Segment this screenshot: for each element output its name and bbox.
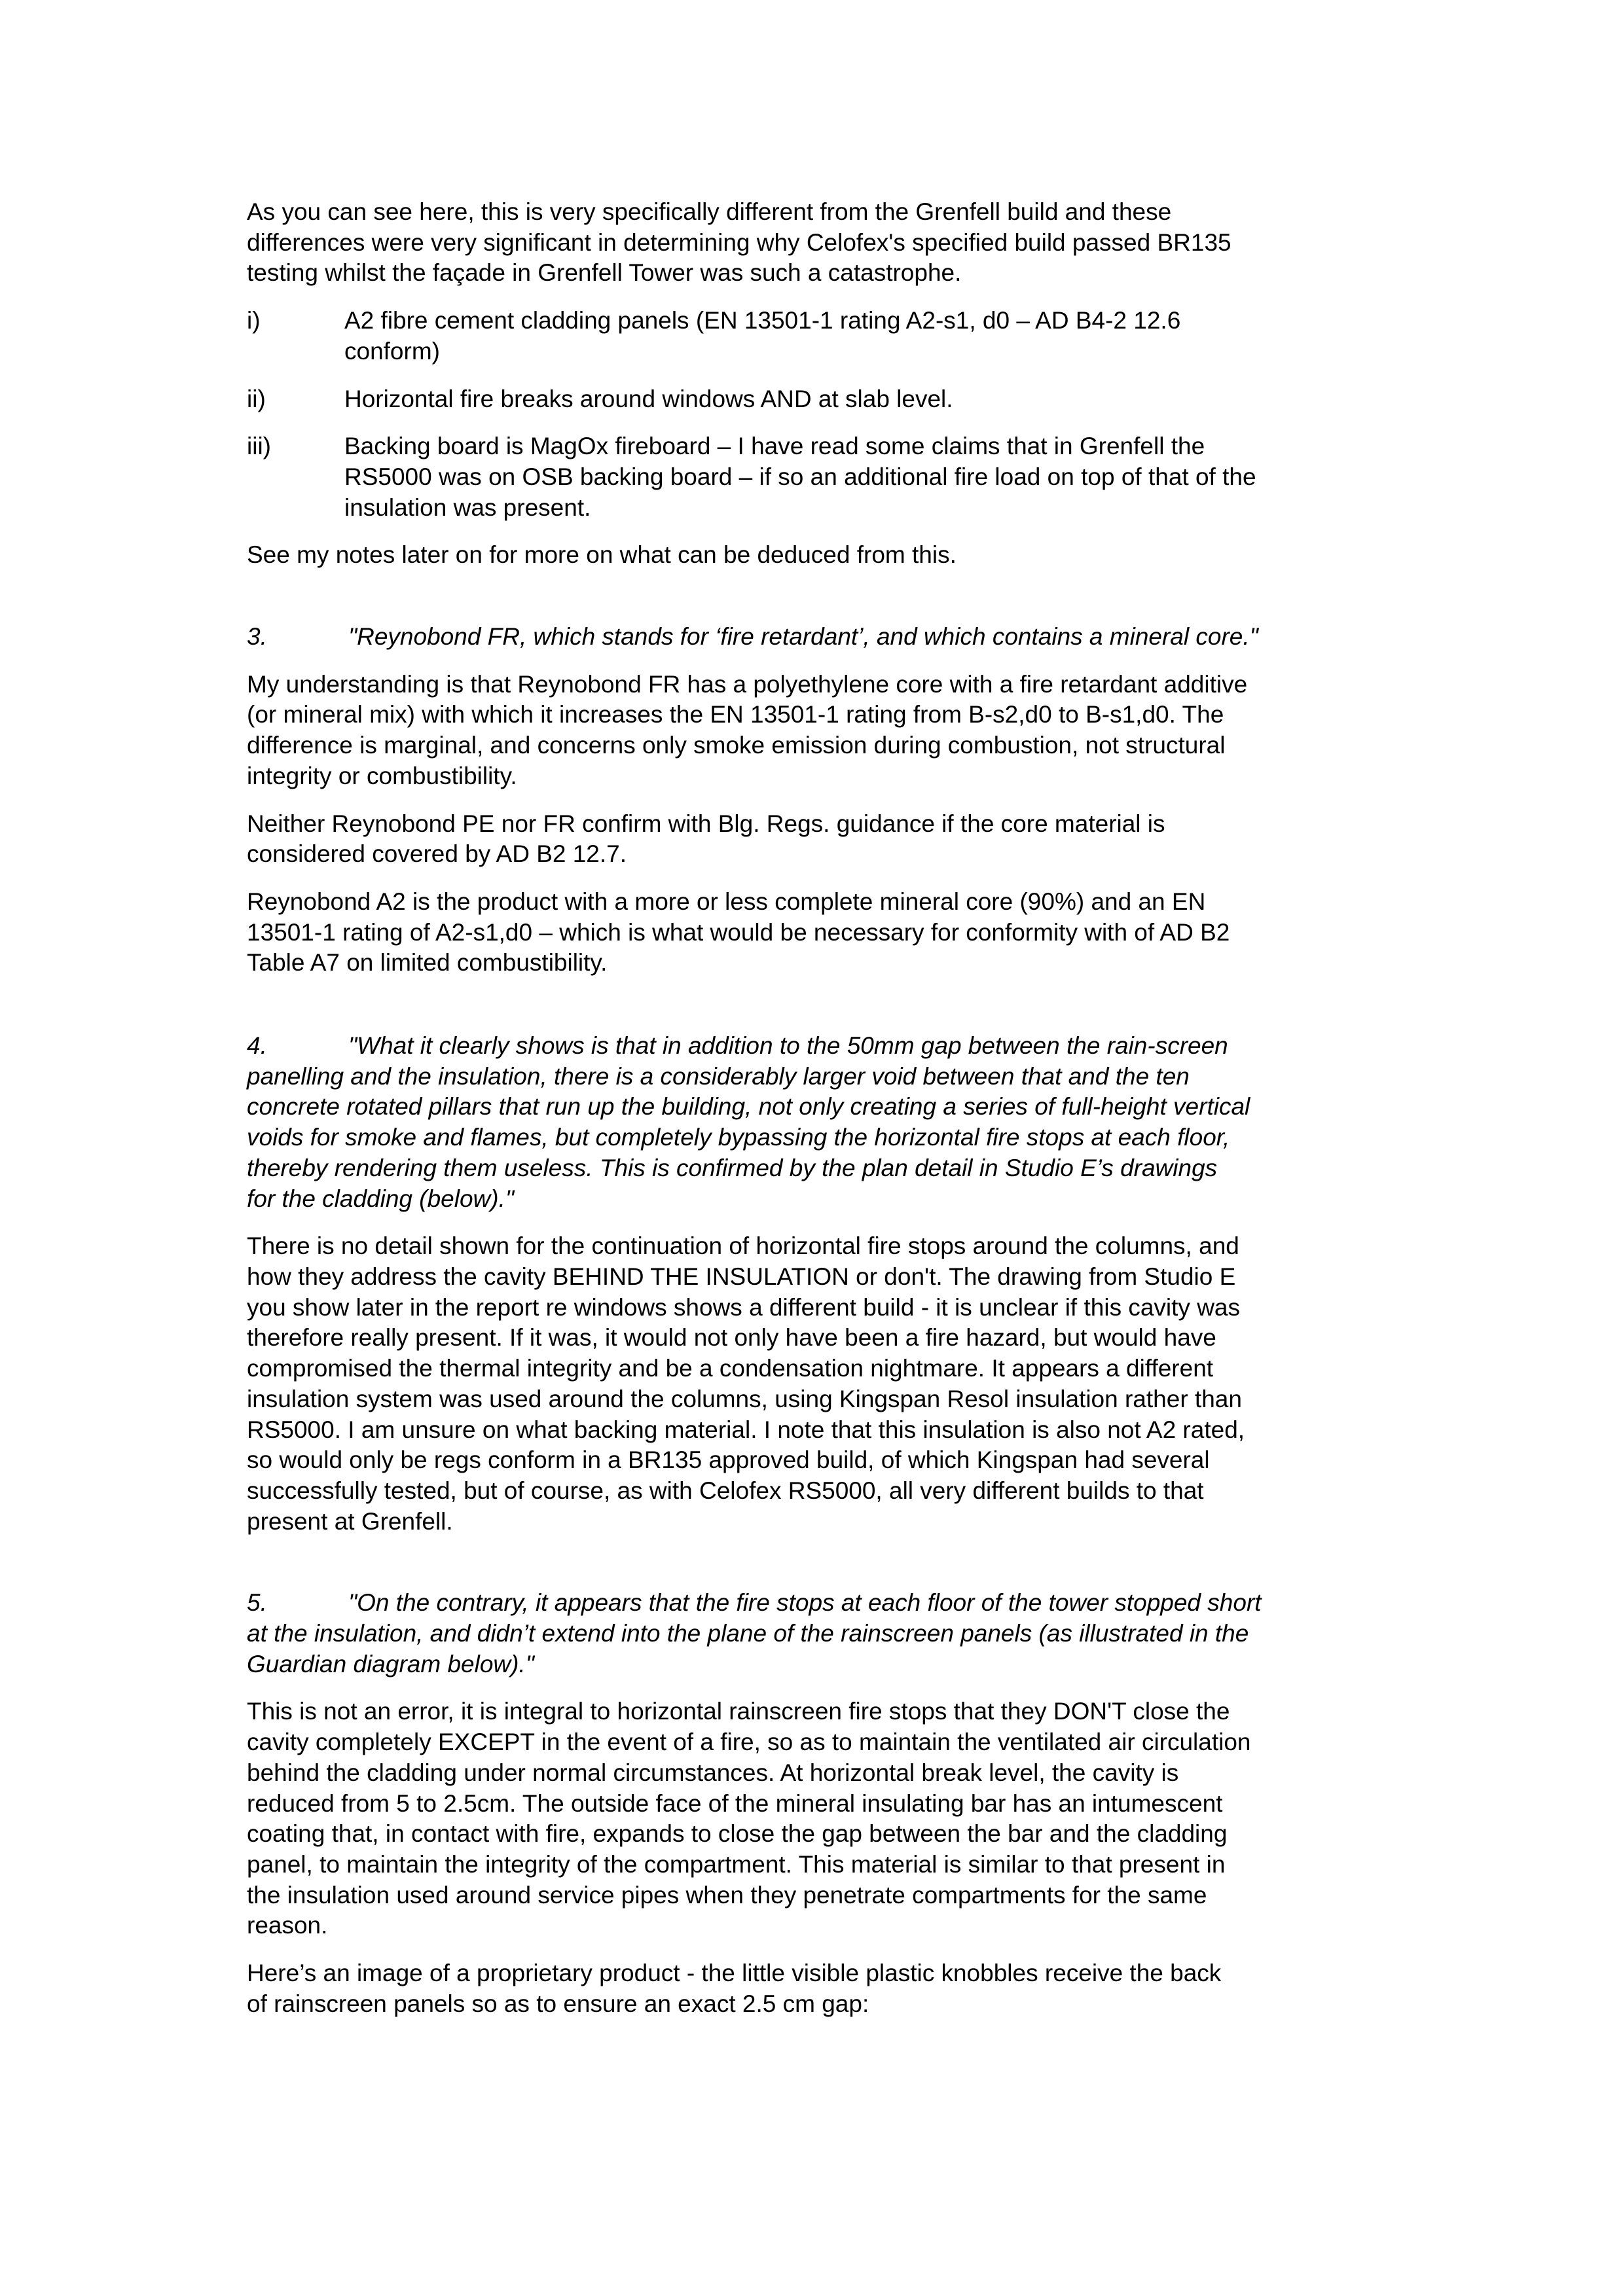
text-line: Backing board is MagOx fireboard – I have read some claims that in Grenfell the	[344, 433, 1205, 460]
text-line: cavity completely EXCEPT in the event of a fire, so as to maintain the ventilated air circulation	[247, 1729, 1251, 1756]
text-line: testing whilst the façade in Grenfell Tower was such a catastrophe.	[247, 259, 962, 287]
section-3-paragraph-1	[247, 670, 1386, 792]
text-line: reduced from 5 to 2.5cm. The outside face of the mineral insulating bar has an intumescent	[247, 1789, 1223, 1817]
text-line: RS5000 was on OSB backing board – if so an additional fire load on top of that of the	[344, 463, 1256, 490]
section-heading-line	[247, 622, 1386, 653]
text-line: Table A7 on limited combustibility.	[247, 949, 608, 977]
section-number: 4.	[247, 1032, 267, 1060]
section-heading-line	[247, 1031, 1386, 1062]
text-line: therefore really present. If it was, it would not only have been a fire hazard, but would have	[247, 1324, 1216, 1352]
intro-paragraph	[247, 197, 1386, 289]
text-line: Reynobond A2 is the product with a more or less complete mineral core (90%) and an EN	[247, 888, 1206, 915]
quote-text: "Reynobond FR, which stands for ‘fire retardant’, and which contains a mineral core."	[348, 623, 1258, 651]
text-line: you show later in the report re windows shows a different build - it is unclear if this cavity was	[247, 1293, 1240, 1321]
text-line: difference is marginal, and concerns only smoke emission during combustion, not structural	[247, 732, 1226, 759]
see-notes-paragraph	[247, 540, 1386, 571]
quote-line: Guardian diagram below)."	[247, 1650, 534, 1677]
quote-line: thereby rendering them useless. This is confirmed by the plan detail in Studio E’s drawings	[247, 1154, 1218, 1181]
list-marker: iii)	[247, 433, 271, 460]
section-4-paragraph-1	[247, 1231, 1386, 1537]
text-line: conform)	[344, 337, 440, 365]
section-4-quote	[247, 1031, 1386, 1214]
text-line: so would only be regs conform in a BR135 approved build, of which Kingspan had several	[247, 1446, 1210, 1474]
list-item-text	[344, 306, 1386, 367]
quote-line: at the insulation, and didn’t extend into the plane of the rainscreen panels (as illustrated in the	[247, 1620, 1249, 1647]
section-3-paragraph-3	[247, 887, 1386, 978]
text-line: compromised the thermal integrity and be a condensation nightmare. It appears a different	[247, 1355, 1214, 1382]
text-line: insulation system was used around the columns, using Kingspan Resol insulation rather than	[247, 1385, 1242, 1412]
text-line: Horizontal fire breaks around windows AND at slab level.	[344, 385, 953, 412]
section-5-paragraph-2	[247, 1958, 1386, 2019]
text-line: present at Grenfell.	[247, 1507, 453, 1535]
text-line: 13501-1 rating of A2-s1,d0 – which is what would be necessary for conformity with of AD B2	[247, 918, 1230, 946]
text-line: insulation was present.	[344, 493, 591, 521]
list-marker: ii)	[247, 385, 266, 412]
text-line: Here’s an image of a proprietary product - the little visible plastic knobbles receive the back	[247, 1960, 1222, 1987]
section-3-paragraph-2	[247, 809, 1386, 870]
text-line: RS5000. I am unsure on what backing material. I note that this insulation is also not A2 rated,	[247, 1416, 1245, 1443]
text-line: See my notes later on for more on what can be deduced from this.	[247, 541, 957, 569]
text-line: A2 fibre cement cladding panels (EN 13501-1 rating A2-s1, d0 – AD B4-2 12.6	[344, 307, 1181, 334]
page-content	[247, 197, 1386, 2036]
text-line: reason.	[247, 1912, 328, 1939]
quote-text: "On the contrary, it appears that the fire stops at each floor of the tower stopped short	[348, 1589, 1262, 1617]
list-item-text	[344, 384, 1386, 415]
section-5-paragraph-1	[247, 1696, 1386, 1941]
quote-line: concrete rotated pillars that run up the building, not only creating a series of full-height vertical	[247, 1093, 1250, 1121]
text-line: successfully tested, but of course, as with Celofex RS5000, all very different builds to that	[247, 1477, 1204, 1504]
text-line: My understanding is that Reynobond FR has a polyethylene core with a fire retardant additive	[247, 670, 1248, 698]
section-3-quote	[247, 622, 1386, 653]
quote-line: for the cladding (below)."	[247, 1185, 515, 1212]
text-line: coating that, in contact with fire, expands to close the gap between the bar and the cladding	[247, 1820, 1228, 1848]
quote-line: voids for smoke and flames, but completely bypassing the horizontal fire stops at each floor,	[247, 1124, 1230, 1151]
text-line: of rainscreen panels so as to ensure an exact 2.5 cm gap:	[247, 1990, 869, 2017]
text-line: (or mineral mix) with which it increases the EN 13501-1 rating from B-s2,d0 to B-s1,d0. The	[247, 701, 1224, 728]
list-marker: i)	[247, 307, 261, 334]
text-line: This is not an error, it is integral to horizontal rainscreen fire stops that they DON'T close the	[247, 1698, 1230, 1725]
text-line: differences were very significant in determining why Celofex's specified build passed BR135	[247, 228, 1231, 256]
text-line: Neither Reynobond PE nor FR confirm with Blg. Regs. guidance if the core material is	[247, 810, 1165, 837]
text-line: how they address the cavity BEHIND THE INSULATION or don't. The drawing from Studio E	[247, 1263, 1236, 1290]
text-line: There is no detail shown for the continuation of horizontal fire stops around the columns, and	[247, 1232, 1239, 1260]
list-item-ii	[247, 384, 1386, 415]
text-line: panel, to maintain the integrity of the compartment. This material is similar to that present in	[247, 1850, 1226, 1878]
quote-text: "What it clearly shows is that in addition to the 50mm gap between the rain-screen	[348, 1032, 1228, 1060]
text-line: behind the cladding under normal circumstances. At horizontal break level, the cavity is	[247, 1759, 1179, 1786]
section-heading-line	[247, 1588, 1386, 1619]
section-5-quote	[247, 1588, 1386, 1679]
section-number: 3.	[247, 623, 267, 651]
text-line: integrity or combustibility.	[247, 762, 517, 789]
section-number: 5.	[247, 1589, 267, 1617]
list-item-i	[247, 306, 1386, 367]
list-item-text	[344, 431, 1386, 523]
text-line: the insulation used around service pipes when they penetrate compartments for the same	[247, 1881, 1207, 1909]
quote-line: panelling and the insulation, there is a considerably larger void between that and the ten	[247, 1062, 1190, 1090]
list-item-iii	[247, 431, 1386, 523]
text-line: As you can see here, this is very specifically different from the Grenfell build and these	[247, 198, 1172, 225]
text-line: considered covered by AD B2 12.7.	[247, 840, 627, 868]
